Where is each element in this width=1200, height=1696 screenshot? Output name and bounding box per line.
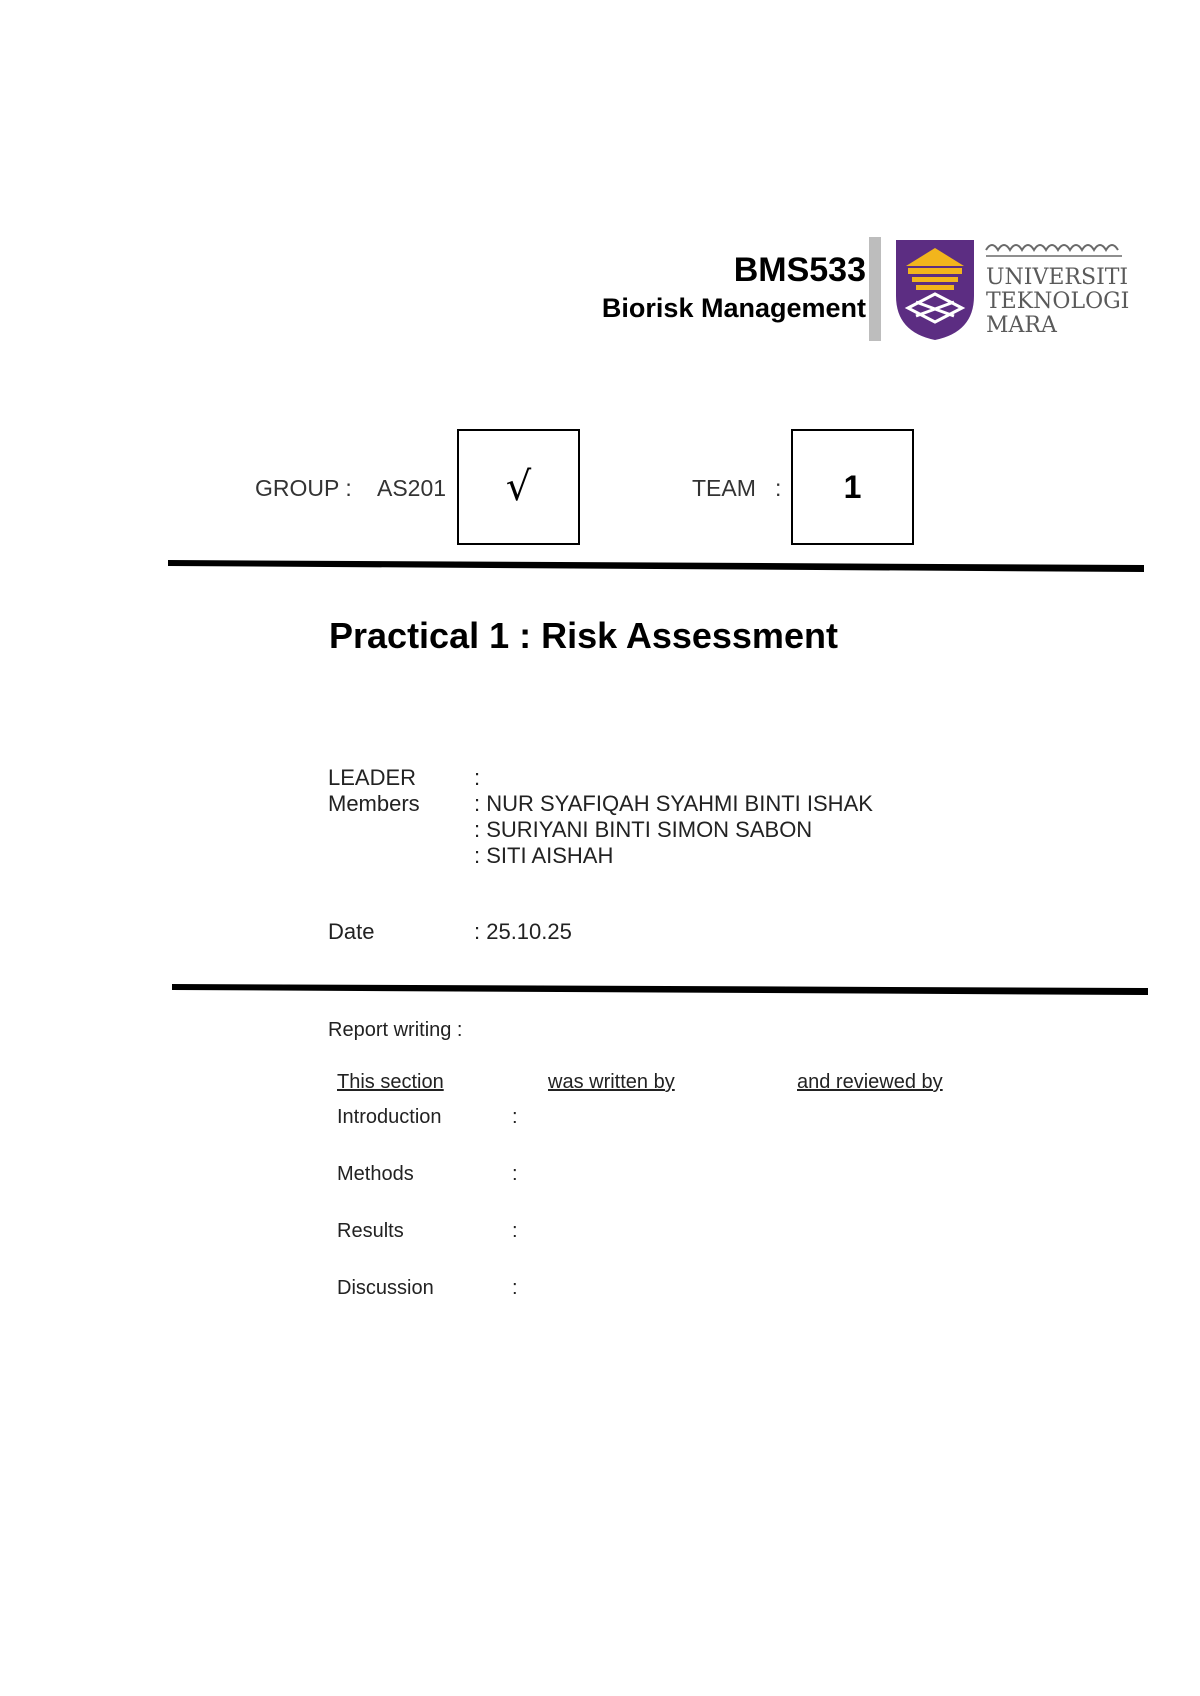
divider-line-bottom — [0, 980, 1200, 1000]
leader-label: LEADER — [328, 765, 417, 790]
logo-script — [986, 245, 1118, 250]
group-label: GROUP : — [255, 475, 352, 501]
logo-line-3: MARA — [986, 313, 1057, 338]
column-header: and reviewed by — [797, 1071, 943, 1093]
section-colon: : — [512, 1220, 518, 1242]
member-name: : SURIYANI BINTI SIMON SABON — [474, 817, 813, 842]
section-introduction: Introduction — [337, 1106, 442, 1128]
team-box — [791, 429, 914, 545]
column-header: was written by — [548, 1071, 675, 1093]
group-checkbox — [457, 429, 580, 545]
leader-value: : — [474, 765, 481, 790]
logo-line-2: TEKNOLOGI — [986, 289, 1130, 314]
uitm-logo — [890, 236, 1130, 342]
date-label: Date — [328, 919, 375, 944]
section-methods: Methods — [337, 1163, 414, 1185]
page-title: Practical 1 : Risk Assessment — [329, 615, 838, 656]
column-header: This section — [337, 1071, 444, 1093]
section-results: Results — [337, 1220, 404, 1242]
logo-line-1: UNIVERSITI — [986, 265, 1129, 290]
section-colon: : — [512, 1106, 518, 1128]
team-colon: : — [775, 475, 782, 501]
team-label: TEAM — [692, 475, 756, 501]
course-name: Biorisk Management — [601, 293, 866, 323]
group-value: AS201 — [377, 475, 447, 501]
member-name: : NUR SYAFIQAH SYAHMI BINTI ISHAK — [474, 791, 873, 816]
check-mark: √ — [505, 464, 532, 510]
section-colon: : — [512, 1277, 518, 1299]
section-colon: : — [512, 1163, 518, 1185]
team-number: 1 — [843, 468, 862, 505]
members-label: Members — [328, 791, 420, 816]
divider-line-top — [0, 556, 1200, 576]
date-value: : 25.10.25 — [474, 919, 572, 944]
header-divider — [869, 237, 881, 341]
report-writing-heading: Report writing : — [328, 1019, 463, 1041]
course-code: BMS533 — [733, 251, 866, 289]
member-name: : SITI AISHAH — [474, 843, 614, 868]
section-discussion: Discussion — [337, 1277, 434, 1299]
